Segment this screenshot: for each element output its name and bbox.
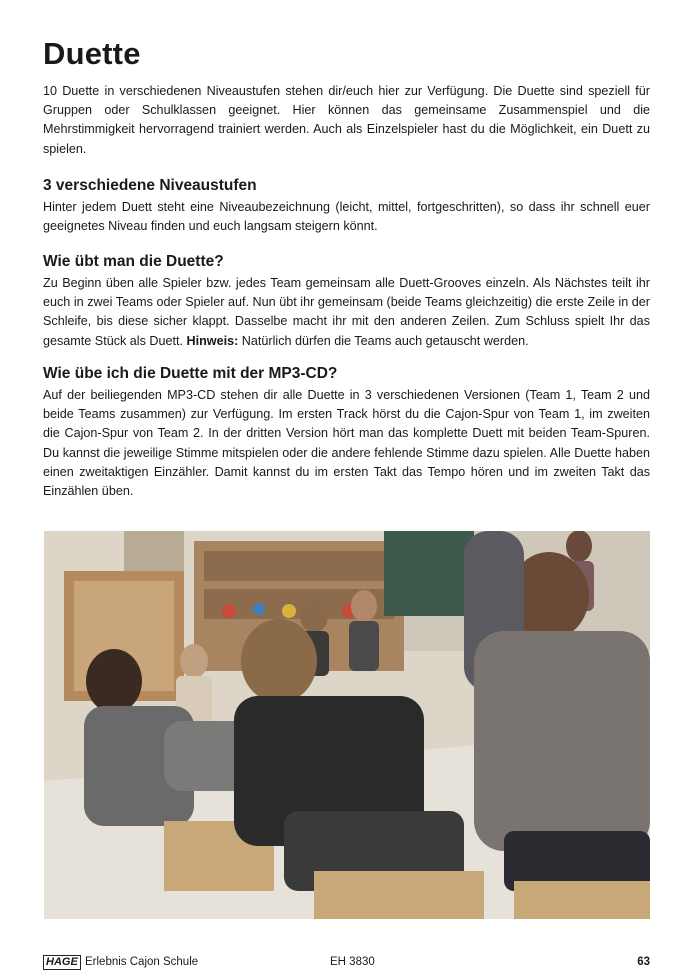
page-footer <box>43 955 650 973</box>
hint-text: Natürlich dürfen die Teams auch getauscht werden. <box>241 333 529 348</box>
intro-section <box>43 82 650 159</box>
page-number: 63 <box>637 956 650 968</box>
section-niveaustufen <box>43 176 650 236</box>
classroom-photo <box>44 531 650 919</box>
classroom-illustration <box>44 531 650 919</box>
section-heading: Wie übe ich die Duette mit der MP3-CD? <box>43 365 338 382</box>
section-paragraph: Auf der beiliegenden MP3-CD stehen dir alle Duette in 3 verschiedenen Versionen (Team 1, Team 2 und beide Teams zusammen) zur Verfügung. Im ersten Track hörst du die Cajon-Spur von Team 1, im zweiten die Cajon-Spur von Team 2. In der dritten Version hört man das komplette Duett mit beiden Team-Spuren. Du kannst die jeweilige Stimme mitspielen oder die andere fehlende Stimme dazu spielen. Alle Duette haben einen zweitaktigen Einzähler. Damit kannst du im ersten Takt das Tempo hören und im zweiten Takt das Einzählen üben. <box>43 388 650 499</box>
section-mp3-cd <box>43 364 650 501</box>
publisher-logo: HAGE <box>43 955 81 970</box>
edition-code: EH 3830 <box>330 956 375 968</box>
section-ueben <box>43 252 650 351</box>
page-title: Duette <box>43 36 141 71</box>
section-paragraph <box>43 274 650 351</box>
intro-paragraph: 10 Duette in verschiedenen Niveaustufen stehen dir/euch hier zur Verfügung. Die Duette sind speziell für Gruppen oder Schulklassen geeignet. Hier können das gemeinsame Zusammenspiel und die Mehrstimmigkeit hervorragend trainiert werden. Auch als Einzelspieler hast du die Möglichkeit, ein Duett zu spielen. <box>43 84 650 156</box>
section-heading: Wie übt man die Duette? <box>43 253 224 270</box>
section-paragraph: Hinter jedem Duett steht eine Niveaubezeichnung (leicht, mittel, fortgeschritten), so dass ihr schnell euer geeignetes Niveau finden und euch langsam steigern könnt. <box>43 200 650 234</box>
section-text: Zu Beginn üben alle Spieler bzw. jedes Team gemeinsam alle Duett-Grooves einzeln. Als Nächstes teilt ihr euch in zwei Teams oder Spieler auf. Nun übt ihr gemeinsam (beide Teams gleichzeitig) die erste Zeile in der Schleife, bis diese sicher klappt. Dasselbe macht ihr mit den anderen Zeilen. Zum Schluss spielt Ihr das gesamte Stück als Duett. <box>43 276 650 348</box>
series-title: Erlebnis Cajon Schule <box>85 956 199 968</box>
hint-label: Hinweis: <box>186 333 239 348</box>
section-heading: 3 verschiedene Niveaustufen <box>43 177 257 194</box>
